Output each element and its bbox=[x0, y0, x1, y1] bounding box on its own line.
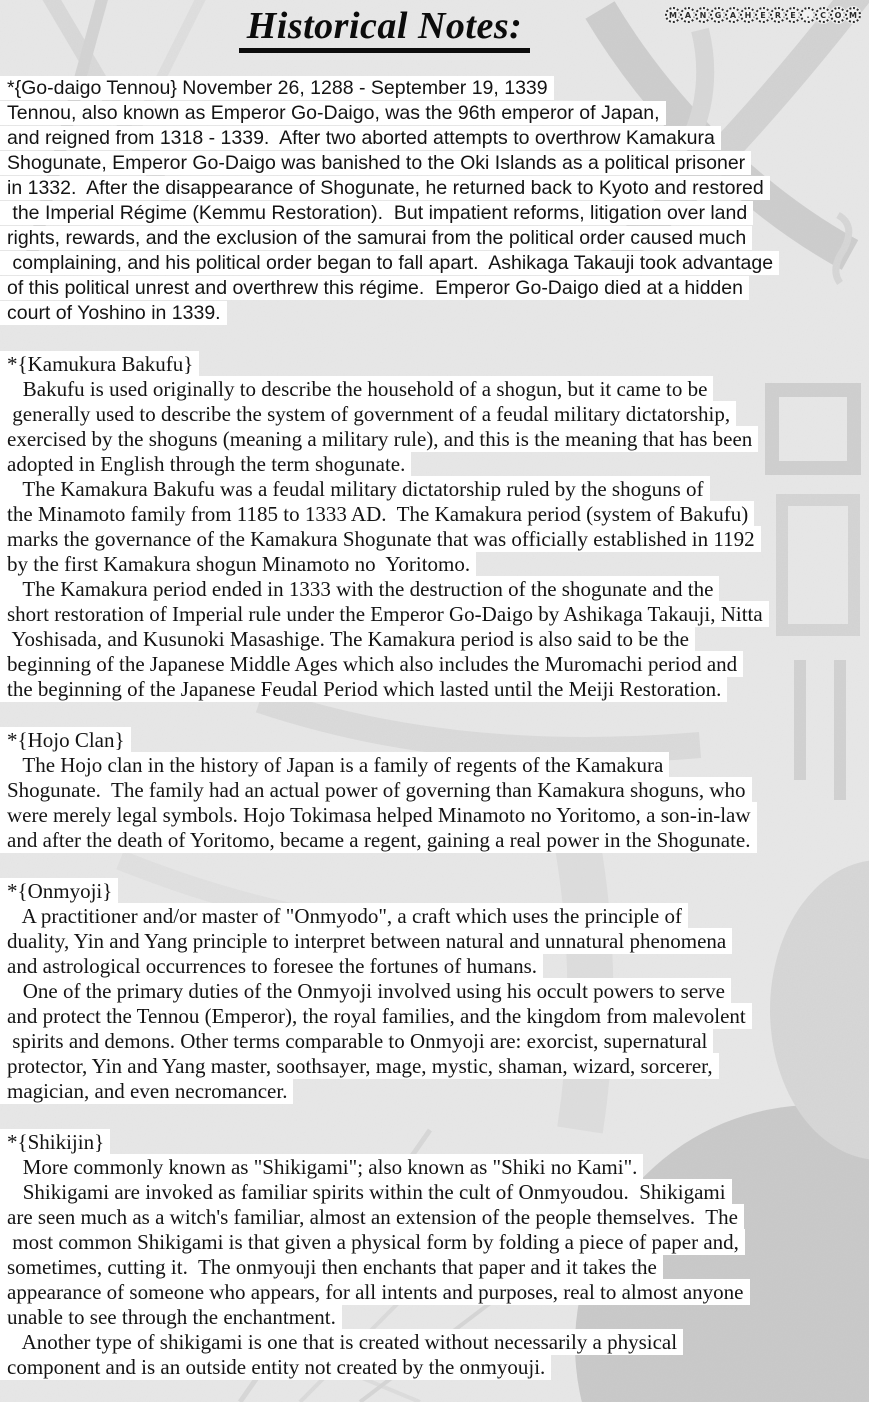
text-line-content: by the first Kamakura shogun Minamoto no Yoritomo. bbox=[0, 551, 476, 577]
text-line-content: Tennou, also known as Emperor Go-Daigo, was the 96th emperor of Japan, bbox=[0, 101, 666, 125]
notes-sections bbox=[0, 76, 869, 1380]
text-line bbox=[0, 753, 869, 778]
text-line bbox=[0, 1004, 869, 1029]
text-line bbox=[0, 502, 869, 527]
text-line-content: generally used to describe the system of government of a feudal military dictatorship, bbox=[0, 401, 736, 427]
text-line-content: beginning of the Japanese Middle Ages which also includes the Muromachi period and bbox=[0, 651, 743, 677]
text-line-content: are seen much as a witch's familiar, almost an extension of the people themselves. The bbox=[0, 1204, 744, 1230]
text-line bbox=[0, 301, 869, 326]
text-line bbox=[0, 1180, 869, 1205]
watermark-letter-bubble: O bbox=[830, 7, 846, 23]
watermark-letter-bubble: A bbox=[725, 7, 741, 23]
text-line bbox=[0, 652, 869, 677]
text-line bbox=[0, 377, 869, 402]
watermark-letter-bubble: E bbox=[785, 7, 801, 23]
text-line-content: A practitioner and/or master of "Onmyodo", a craft which uses the principle of bbox=[0, 903, 688, 929]
text-line-content: the Minamoto family from 1185 to 1333 AD. The Kamakura period (system of Bakufu) bbox=[0, 501, 754, 527]
text-line bbox=[0, 1255, 869, 1280]
watermark-letter-bubble: M bbox=[665, 7, 681, 23]
text-line-content: The Kamakura Bakufu was a feudal military dictatorship ruled by the shoguns of bbox=[0, 476, 710, 502]
text-line bbox=[0, 1330, 869, 1355]
text-line bbox=[0, 1230, 869, 1255]
text-line bbox=[0, 276, 869, 301]
text-line-content: court of Yoshino in 1339. bbox=[0, 301, 227, 325]
text-line-content: Shogunate, Emperor Go-Daigo was banished to the Oki Islands as a political prisoner bbox=[0, 151, 751, 175]
text-line bbox=[0, 577, 869, 602]
text-line-content: and protect the Tennou (Emperor), the royal families, and the kingdom from malevolent bbox=[0, 1003, 752, 1029]
watermark-letter-bubble: C bbox=[815, 7, 831, 23]
text-line-content: *{Kamukura Bakufu} bbox=[0, 351, 199, 377]
text-line bbox=[0, 803, 869, 828]
text-line bbox=[0, 828, 869, 853]
text-line bbox=[0, 1305, 869, 1330]
text-line bbox=[0, 954, 869, 979]
text-line-content: short restoration of Imperial rule under the Emperor Go-Daigo by Ashikaga Takauji, Nitta bbox=[0, 601, 769, 627]
text-line-content: most common Shikigami is that given a physical form by folding a piece of paper and, bbox=[0, 1229, 745, 1255]
text-line bbox=[0, 126, 869, 151]
text-line bbox=[0, 427, 869, 452]
text-line bbox=[0, 527, 869, 552]
text-line-content: and after the death of Yoritomo, became a regent, gaining a real power in the Shogunate. bbox=[0, 827, 757, 853]
text-line bbox=[0, 1054, 869, 1079]
text-line-content: magician, and even necromancer. bbox=[0, 1078, 293, 1104]
text-line-content: were merely legal symbols. Hojo Tokimasa helped Minamoto no Yoritomo, a son-in-law bbox=[0, 802, 757, 828]
text-line bbox=[0, 477, 869, 502]
text-line-content: adopted in English through the term shogunate. bbox=[0, 451, 411, 477]
text-line-content: the Imperial Régime (Kemmu Restoration). But impatient reforms, litigation over land bbox=[0, 201, 753, 225]
mangahere-watermark-logo bbox=[666, 7, 861, 23]
text-line-content: marks the governance of the Kamakura Shogunate that was officially established in 1192 bbox=[0, 526, 761, 552]
text-line-content: *{Go-daigo Tennou} November 26, 1288 - September 19, 1339 bbox=[0, 76, 554, 100]
text-line bbox=[0, 151, 869, 176]
text-line bbox=[0, 76, 869, 101]
text-line-content: More commonly known as "Shikigami"; also known as "Shiki no Kami". bbox=[0, 1154, 643, 1180]
text-line-content: unable to see through the enchantment. bbox=[0, 1304, 342, 1330]
text-line bbox=[0, 879, 869, 904]
section-shikijin bbox=[0, 1130, 869, 1380]
text-line-content: The Kamakura period ended in 1333 with the destruction of the shogunate and the bbox=[0, 576, 719, 602]
text-line-content: exercised by the shoguns (meaning a military rule), and this is the meaning that has been bbox=[0, 426, 758, 452]
text-line-content: The Hojo clan in the history of Japan is a family of regents of the Kamakura bbox=[0, 752, 669, 778]
text-line bbox=[0, 728, 869, 753]
text-line bbox=[0, 552, 869, 577]
text-line-content: rights, rewards, and the exclusion of the samurai from the political order caused much bbox=[0, 226, 752, 250]
text-line bbox=[0, 1029, 869, 1054]
text-line-content: duality, Yin and Yang principle to interpret between natural and unnatural phenomena bbox=[0, 928, 732, 954]
watermark-letter-bubble: R bbox=[770, 7, 786, 23]
text-line bbox=[0, 929, 869, 954]
watermark-letter-bubble: H bbox=[740, 7, 756, 23]
text-line-content: component and is an outside entity not created by the onmyouji. bbox=[0, 1354, 551, 1380]
text-line-content: *{Onmyoji} bbox=[0, 878, 118, 904]
text-line-content: Yoshisada, and Kusunoki Masashige. The Kamakura period is also said to be the bbox=[0, 626, 695, 652]
watermark-letter-bubble: E bbox=[755, 7, 771, 23]
watermark-letter-bubble: G bbox=[710, 7, 726, 23]
text-line-content: Another type of shikigami is one that is created without necessarily a physical bbox=[0, 1329, 683, 1355]
text-line bbox=[0, 627, 869, 652]
text-line-content: protector, Yin and Yang master, soothsayer, mage, mystic, shaman, wizard, sorcerer, bbox=[0, 1053, 719, 1079]
text-line-content: sometimes, cutting it. The onmyouji then enchants that paper and it takes the bbox=[0, 1254, 663, 1280]
text-line-content: Bakufu is used originally to describe the household of a shogun, but it came to be bbox=[0, 376, 713, 402]
text-line bbox=[0, 1079, 869, 1104]
section-go-daigo-tennou bbox=[0, 76, 869, 326]
text-line-content: and reigned from 1318 - 1339. After two aborted attempts to overthrow Kamakura bbox=[0, 126, 721, 150]
section-hojo-clan bbox=[0, 728, 869, 853]
text-line-content: One of the primary duties of the Onmyoji involved using his occult powers to serve bbox=[0, 978, 731, 1004]
text-line-content: complaining, and his political order began to fall apart. Ashikaga Takauji took advantage bbox=[0, 251, 779, 275]
text-line bbox=[0, 1205, 869, 1230]
watermark-letter-bubble: M bbox=[845, 7, 861, 23]
text-line bbox=[0, 402, 869, 427]
watermark-letter-bubble: A bbox=[680, 7, 696, 23]
text-line bbox=[0, 226, 869, 251]
text-line-content: appearance of someone who appears, for all intents and purposes, real to almost anyone bbox=[0, 1279, 750, 1305]
section-onmyoji bbox=[0, 879, 869, 1104]
text-line bbox=[0, 352, 869, 377]
text-line-content: the beginning of the Japanese Feudal Period which lasted until the Meiji Restoration. bbox=[0, 676, 727, 702]
text-line-content: spirits and demons. Other terms comparable to Onmyoji are: exorcist, supernatural bbox=[0, 1028, 713, 1054]
text-line-content: of this political unrest and overthrew this régime. Emperor Go-Daigo died at a hidden bbox=[0, 276, 749, 300]
text-line bbox=[0, 176, 869, 201]
text-line bbox=[0, 1130, 869, 1155]
text-line bbox=[0, 101, 869, 126]
text-line bbox=[0, 677, 869, 702]
page-title: Historical Notes: bbox=[239, 5, 531, 53]
text-line bbox=[0, 251, 869, 276]
text-line-content: Shikigami are invoked as familiar spirits within the cult of Onmyoudou. Shikigami bbox=[0, 1179, 732, 1205]
text-line bbox=[0, 778, 869, 803]
text-line bbox=[0, 201, 869, 226]
text-line bbox=[0, 979, 869, 1004]
text-line bbox=[0, 602, 869, 627]
text-line bbox=[0, 1280, 869, 1305]
text-line-content: in 1332. After the disappearance of Shogunate, he returned back to Kyoto and restored bbox=[0, 176, 770, 200]
text-line bbox=[0, 1355, 869, 1380]
text-line-content: and astrological occurrences to foresee the fortunes of humans. bbox=[0, 953, 543, 979]
watermark-letter-bubble: . bbox=[800, 7, 816, 23]
text-line bbox=[0, 1155, 869, 1180]
section-kamukura-bakufu bbox=[0, 352, 869, 702]
watermark-letter-bubble: N bbox=[695, 7, 711, 23]
text-line bbox=[0, 904, 869, 929]
text-line-content: Shogunate. The family had an actual power of governing than Kamakura shoguns, who bbox=[0, 777, 752, 803]
text-line-content: *{Hojo Clan} bbox=[0, 727, 131, 753]
text-line bbox=[0, 452, 869, 477]
text-line-content: *{Shikijin} bbox=[0, 1129, 110, 1155]
